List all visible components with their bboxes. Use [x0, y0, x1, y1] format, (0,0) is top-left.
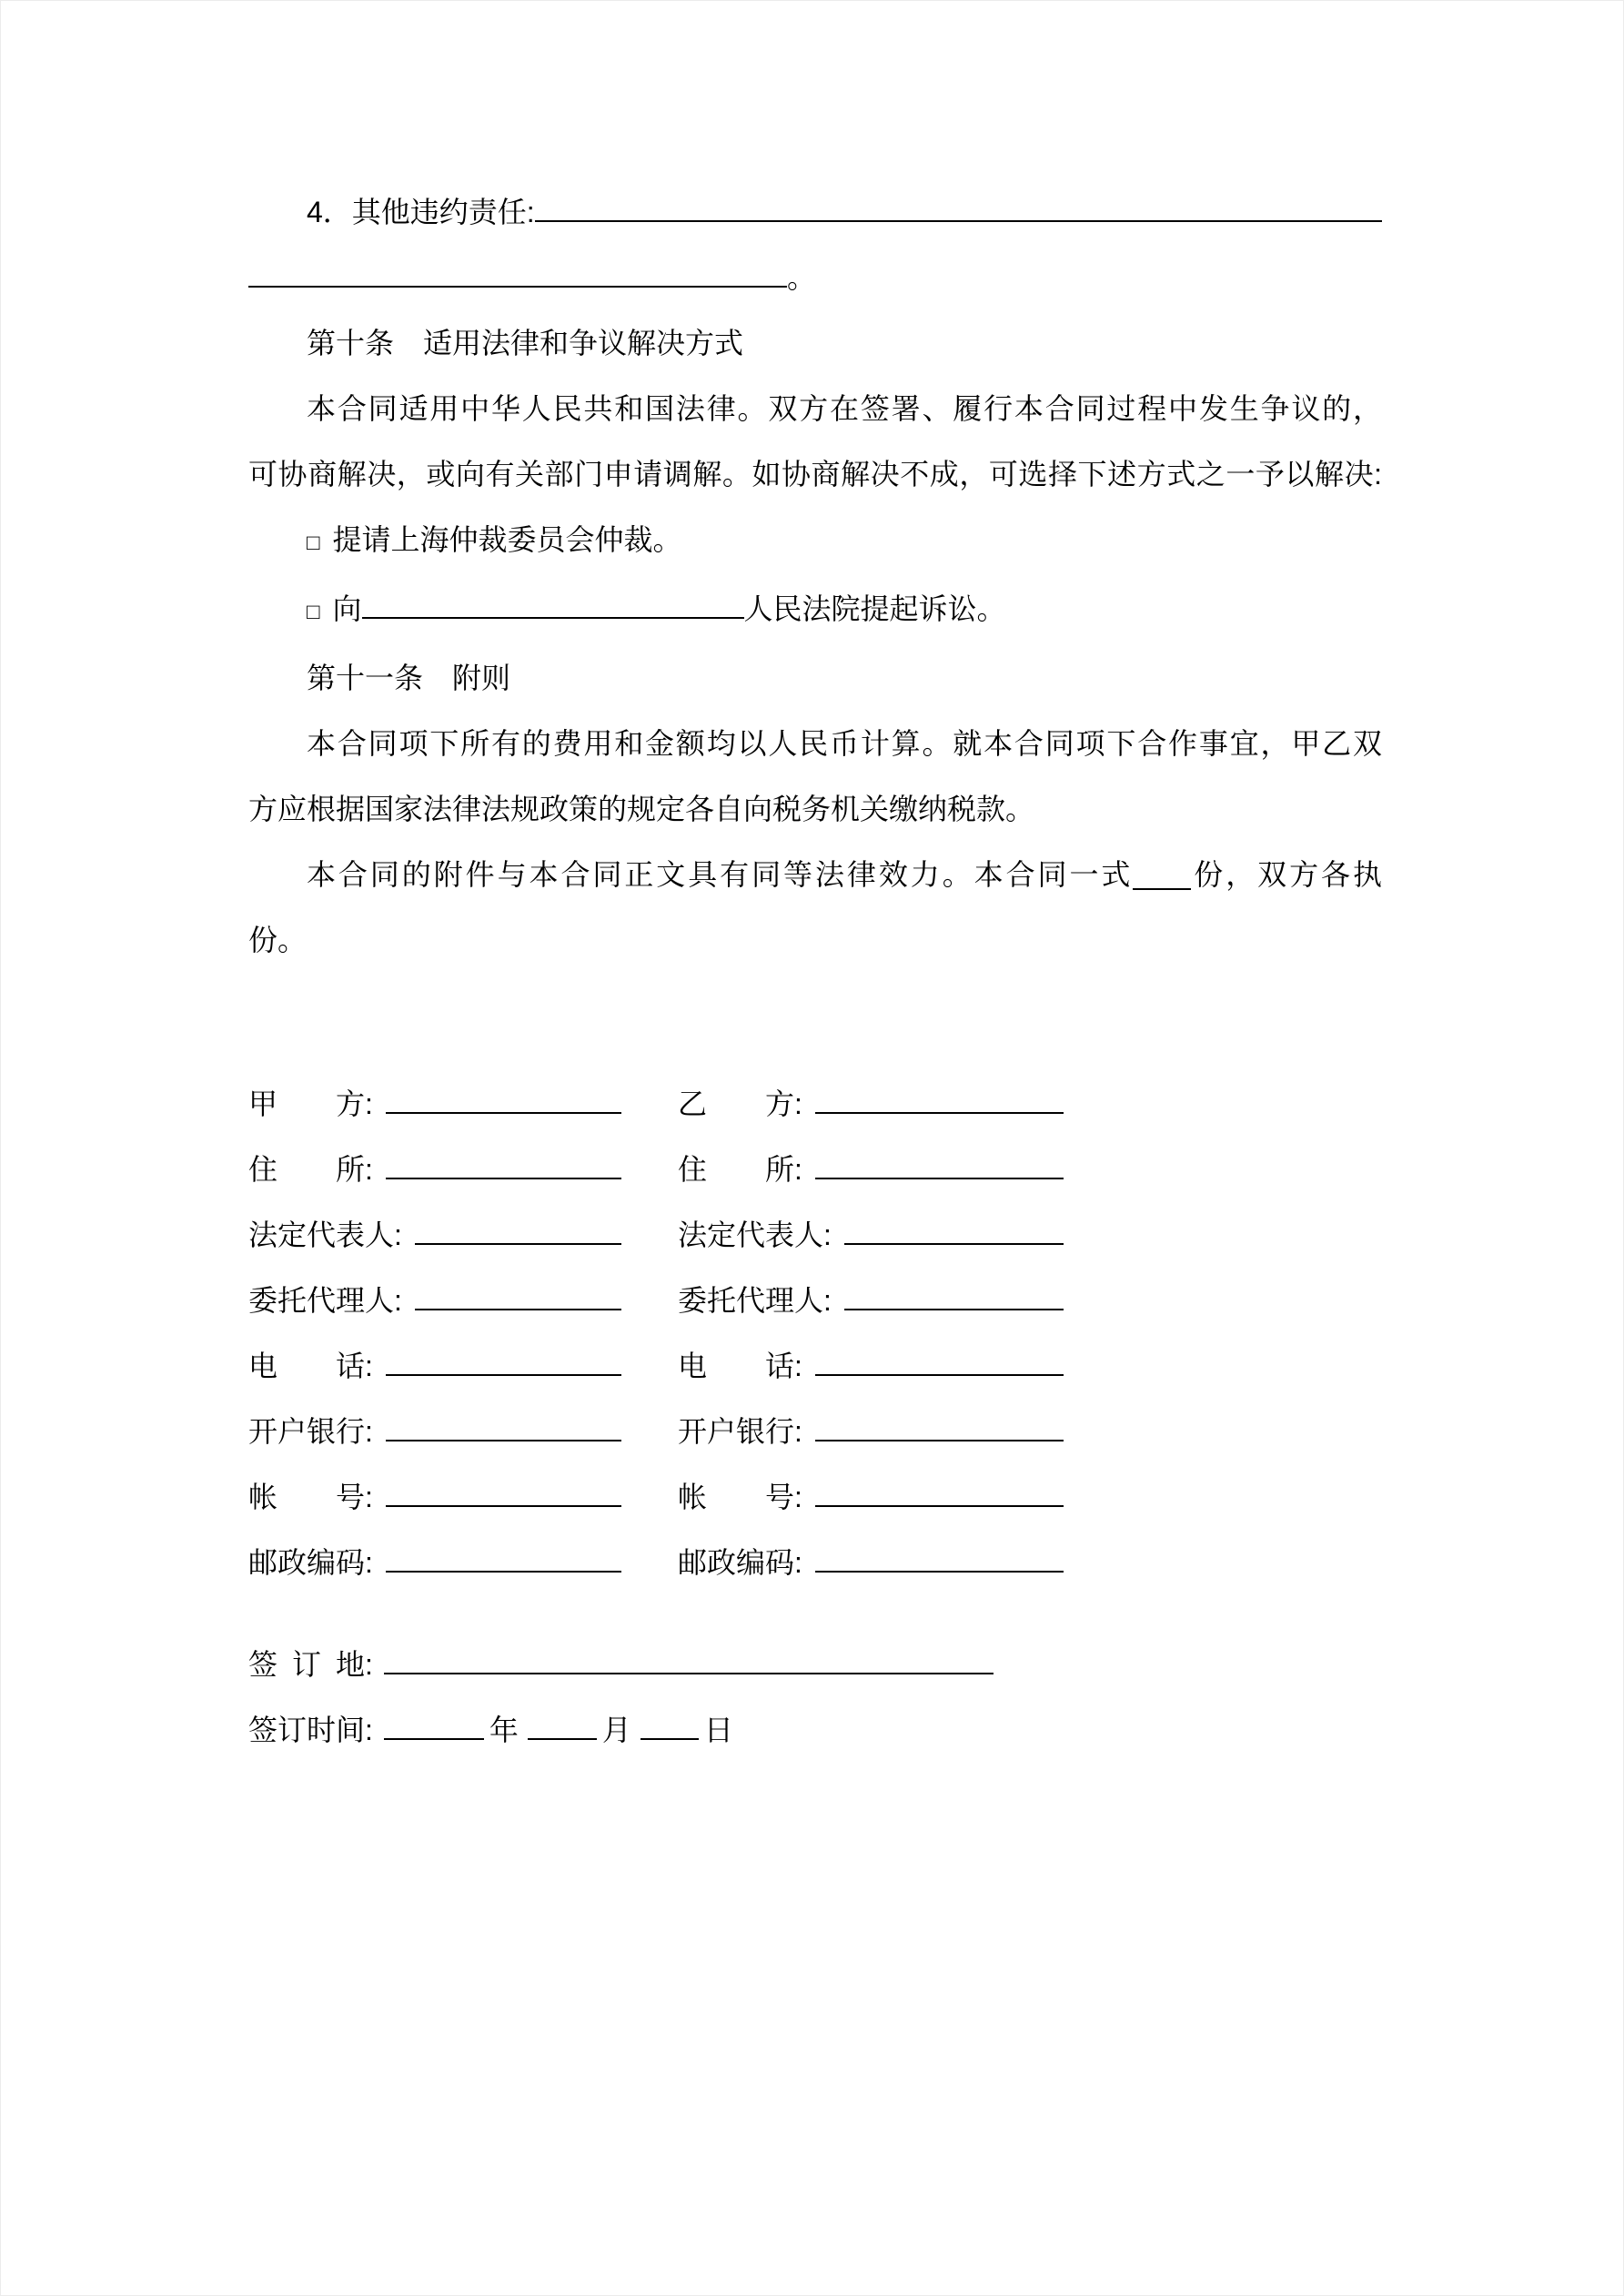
account-a-blank[interactable]	[386, 1469, 621, 1507]
party-b-blank[interactable]	[815, 1076, 1064, 1114]
colon: :	[794, 1350, 802, 1382]
signing-place-label: 签订地	[248, 1648, 365, 1681]
copies-line2: 份。	[248, 924, 308, 956]
clause-other-liability-line2	[248, 245, 1382, 310]
bank-a-blank[interactable]	[386, 1403, 621, 1441]
party-a-field	[248, 1071, 621, 1137]
copies-line1	[248, 842, 1382, 907]
signing-place-row	[248, 1632, 1382, 1697]
colon: :	[365, 1415, 373, 1448]
postcode-a-label: 邮政编码	[248, 1546, 366, 1579]
account-a-field	[248, 1464, 621, 1530]
day-text: 日	[703, 1714, 733, 1746]
party-a-label: 甲方	[248, 1087, 365, 1120]
address-b-field	[678, 1137, 1064, 1202]
agent-a-field	[248, 1268, 621, 1333]
postcode-a-blank[interactable]	[386, 1534, 621, 1573]
colon: :	[794, 1153, 802, 1186]
sig-row-postcode	[248, 1530, 1382, 1595]
other-liability-blank-1[interactable]	[535, 184, 1382, 222]
colon: :	[794, 1087, 802, 1120]
address-a-label: 住所	[248, 1153, 365, 1186]
option-litigation-post-text: 人民法院提起诉讼。	[743, 592, 1006, 625]
clause-other-liability-line1	[248, 179, 1382, 245]
month-text: 月	[601, 1714, 631, 1746]
postcode-a-field	[248, 1530, 621, 1595]
period-text: 。	[787, 261, 817, 294]
sig-row-agent	[248, 1268, 1382, 1333]
phone-a-label: 电话	[248, 1350, 365, 1382]
legal-rep-a-blank[interactable]	[415, 1207, 621, 1245]
phone-a-field	[248, 1333, 621, 1399]
agent-a-label: 委托代理人	[248, 1284, 395, 1317]
colon: :	[365, 1087, 373, 1120]
colon: :	[794, 1415, 802, 1448]
colon: :	[365, 1714, 373, 1746]
bank-a-label: 开户银行	[248, 1415, 366, 1448]
legal-rep-b-blank[interactable]	[844, 1207, 1064, 1245]
legal-rep-a-label: 法定代表人	[248, 1219, 395, 1251]
sig-row-phone	[248, 1333, 1382, 1399]
party-a-blank[interactable]	[386, 1076, 621, 1114]
bank-b-blank[interactable]	[815, 1403, 1064, 1441]
sig-row-party	[248, 1071, 1382, 1137]
phone-b-blank[interactable]	[815, 1338, 1064, 1376]
party-b-field	[678, 1071, 1064, 1137]
signing-place-blank[interactable]	[384, 1636, 994, 1674]
bank-b-label: 开户银行	[678, 1415, 795, 1448]
colon: :	[394, 1284, 402, 1317]
option-arbitration-line	[248, 507, 1382, 576]
postcode-b-label: 邮政编码	[678, 1546, 795, 1579]
article-11-body-line1: 本合同项下所有的费用和金额均以人民币计算。就本合同项下合作事宜，甲乙双	[307, 727, 1382, 760]
address-b-label: 住所	[678, 1153, 794, 1186]
colon: :	[794, 1546, 802, 1579]
postcode-b-field	[678, 1530, 1064, 1595]
year-text: 年	[489, 1714, 519, 1746]
colon: :	[365, 1648, 373, 1681]
other-liability-blank-2[interactable]	[248, 249, 787, 288]
option-arbitration-text: 提请上海仲裁委员会仲裁。	[332, 523, 682, 556]
article-10-body-line2: 可协商解决，或向有关部门申请调解。如协商解决不成，可选择下述方式之一予以解决:	[248, 458, 1382, 491]
article-10-body-line1: 本合同适用中华人民共和国法律。双方在签署、履行本合同过程中发生争议的，	[307, 392, 1382, 425]
court-name-blank[interactable]	[362, 581, 744, 619]
address-a-blank[interactable]	[386, 1141, 621, 1179]
bank-a-field	[248, 1399, 621, 1464]
option-litigation-line	[248, 576, 1382, 645]
agent-b-blank[interactable]	[844, 1272, 1064, 1310]
arbitration-checkbox-icon[interactable]: □	[307, 531, 320, 555]
legal-rep-a-field	[248, 1202, 621, 1268]
sig-row-bank	[248, 1399, 1382, 1464]
heading-article-10: 第十条 适用法律和争议解决方式	[307, 327, 744, 359]
account-b-blank[interactable]	[815, 1469, 1064, 1507]
postcode-b-blank[interactable]	[815, 1534, 1064, 1573]
colon: :	[794, 1481, 802, 1513]
sig-row-legal-rep	[248, 1202, 1382, 1268]
colon: :	[365, 1153, 373, 1186]
legal-rep-b-label: 法定代表人	[678, 1219, 824, 1251]
heading-article-11: 第十一条 附则	[307, 662, 511, 694]
phone-b-label: 电话	[678, 1350, 794, 1382]
signing-time-label: 签订时间	[248, 1714, 366, 1746]
colon: :	[823, 1284, 832, 1317]
party-b-label: 乙方	[678, 1087, 794, 1120]
day-blank[interactable]	[641, 1702, 699, 1740]
year-blank[interactable]	[384, 1702, 484, 1740]
signing-block	[248, 1632, 1382, 1763]
address-a-field	[248, 1137, 621, 1202]
legal-rep-b-field	[678, 1202, 1064, 1268]
article-11-body-line2: 方应根据国家法律法规政策的规定各自向税务机关缴纳税款。	[248, 793, 1035, 825]
sig-row-account	[248, 1464, 1382, 1530]
colon: :	[394, 1219, 402, 1251]
phone-b-field	[678, 1333, 1064, 1399]
litigation-checkbox-icon[interactable]: □	[307, 600, 320, 624]
month-blank[interactable]	[528, 1702, 597, 1740]
copies-pre-text: 本合同的附件与本合同正文具有同等法律效力。本合同一式	[307, 858, 1134, 891]
colon: :	[365, 1546, 373, 1579]
colon: :	[365, 1350, 373, 1382]
account-b-label: 帐号	[678, 1481, 794, 1513]
signature-block	[248, 1071, 1382, 1595]
phone-a-blank[interactable]	[386, 1338, 621, 1376]
bank-b-field	[678, 1399, 1064, 1464]
copies-post-text: 份，双方各执	[1191, 858, 1382, 891]
account-b-field	[678, 1464, 1064, 1530]
agent-a-blank[interactable]	[415, 1272, 621, 1310]
colon: :	[823, 1219, 832, 1251]
agent-b-field	[678, 1268, 1064, 1333]
sig-row-address	[248, 1137, 1382, 1202]
clause-other-liability-text: 4．其他违约责任:	[307, 196, 535, 228]
copies-count-blank[interactable]	[1133, 852, 1191, 890]
account-a-label: 帐号	[248, 1481, 365, 1513]
signing-time-row	[248, 1697, 1382, 1763]
address-b-blank[interactable]	[815, 1141, 1064, 1179]
colon: :	[365, 1481, 373, 1513]
agent-b-label: 委托代理人	[678, 1284, 824, 1317]
option-litigation-pre-text: 向	[332, 592, 362, 625]
